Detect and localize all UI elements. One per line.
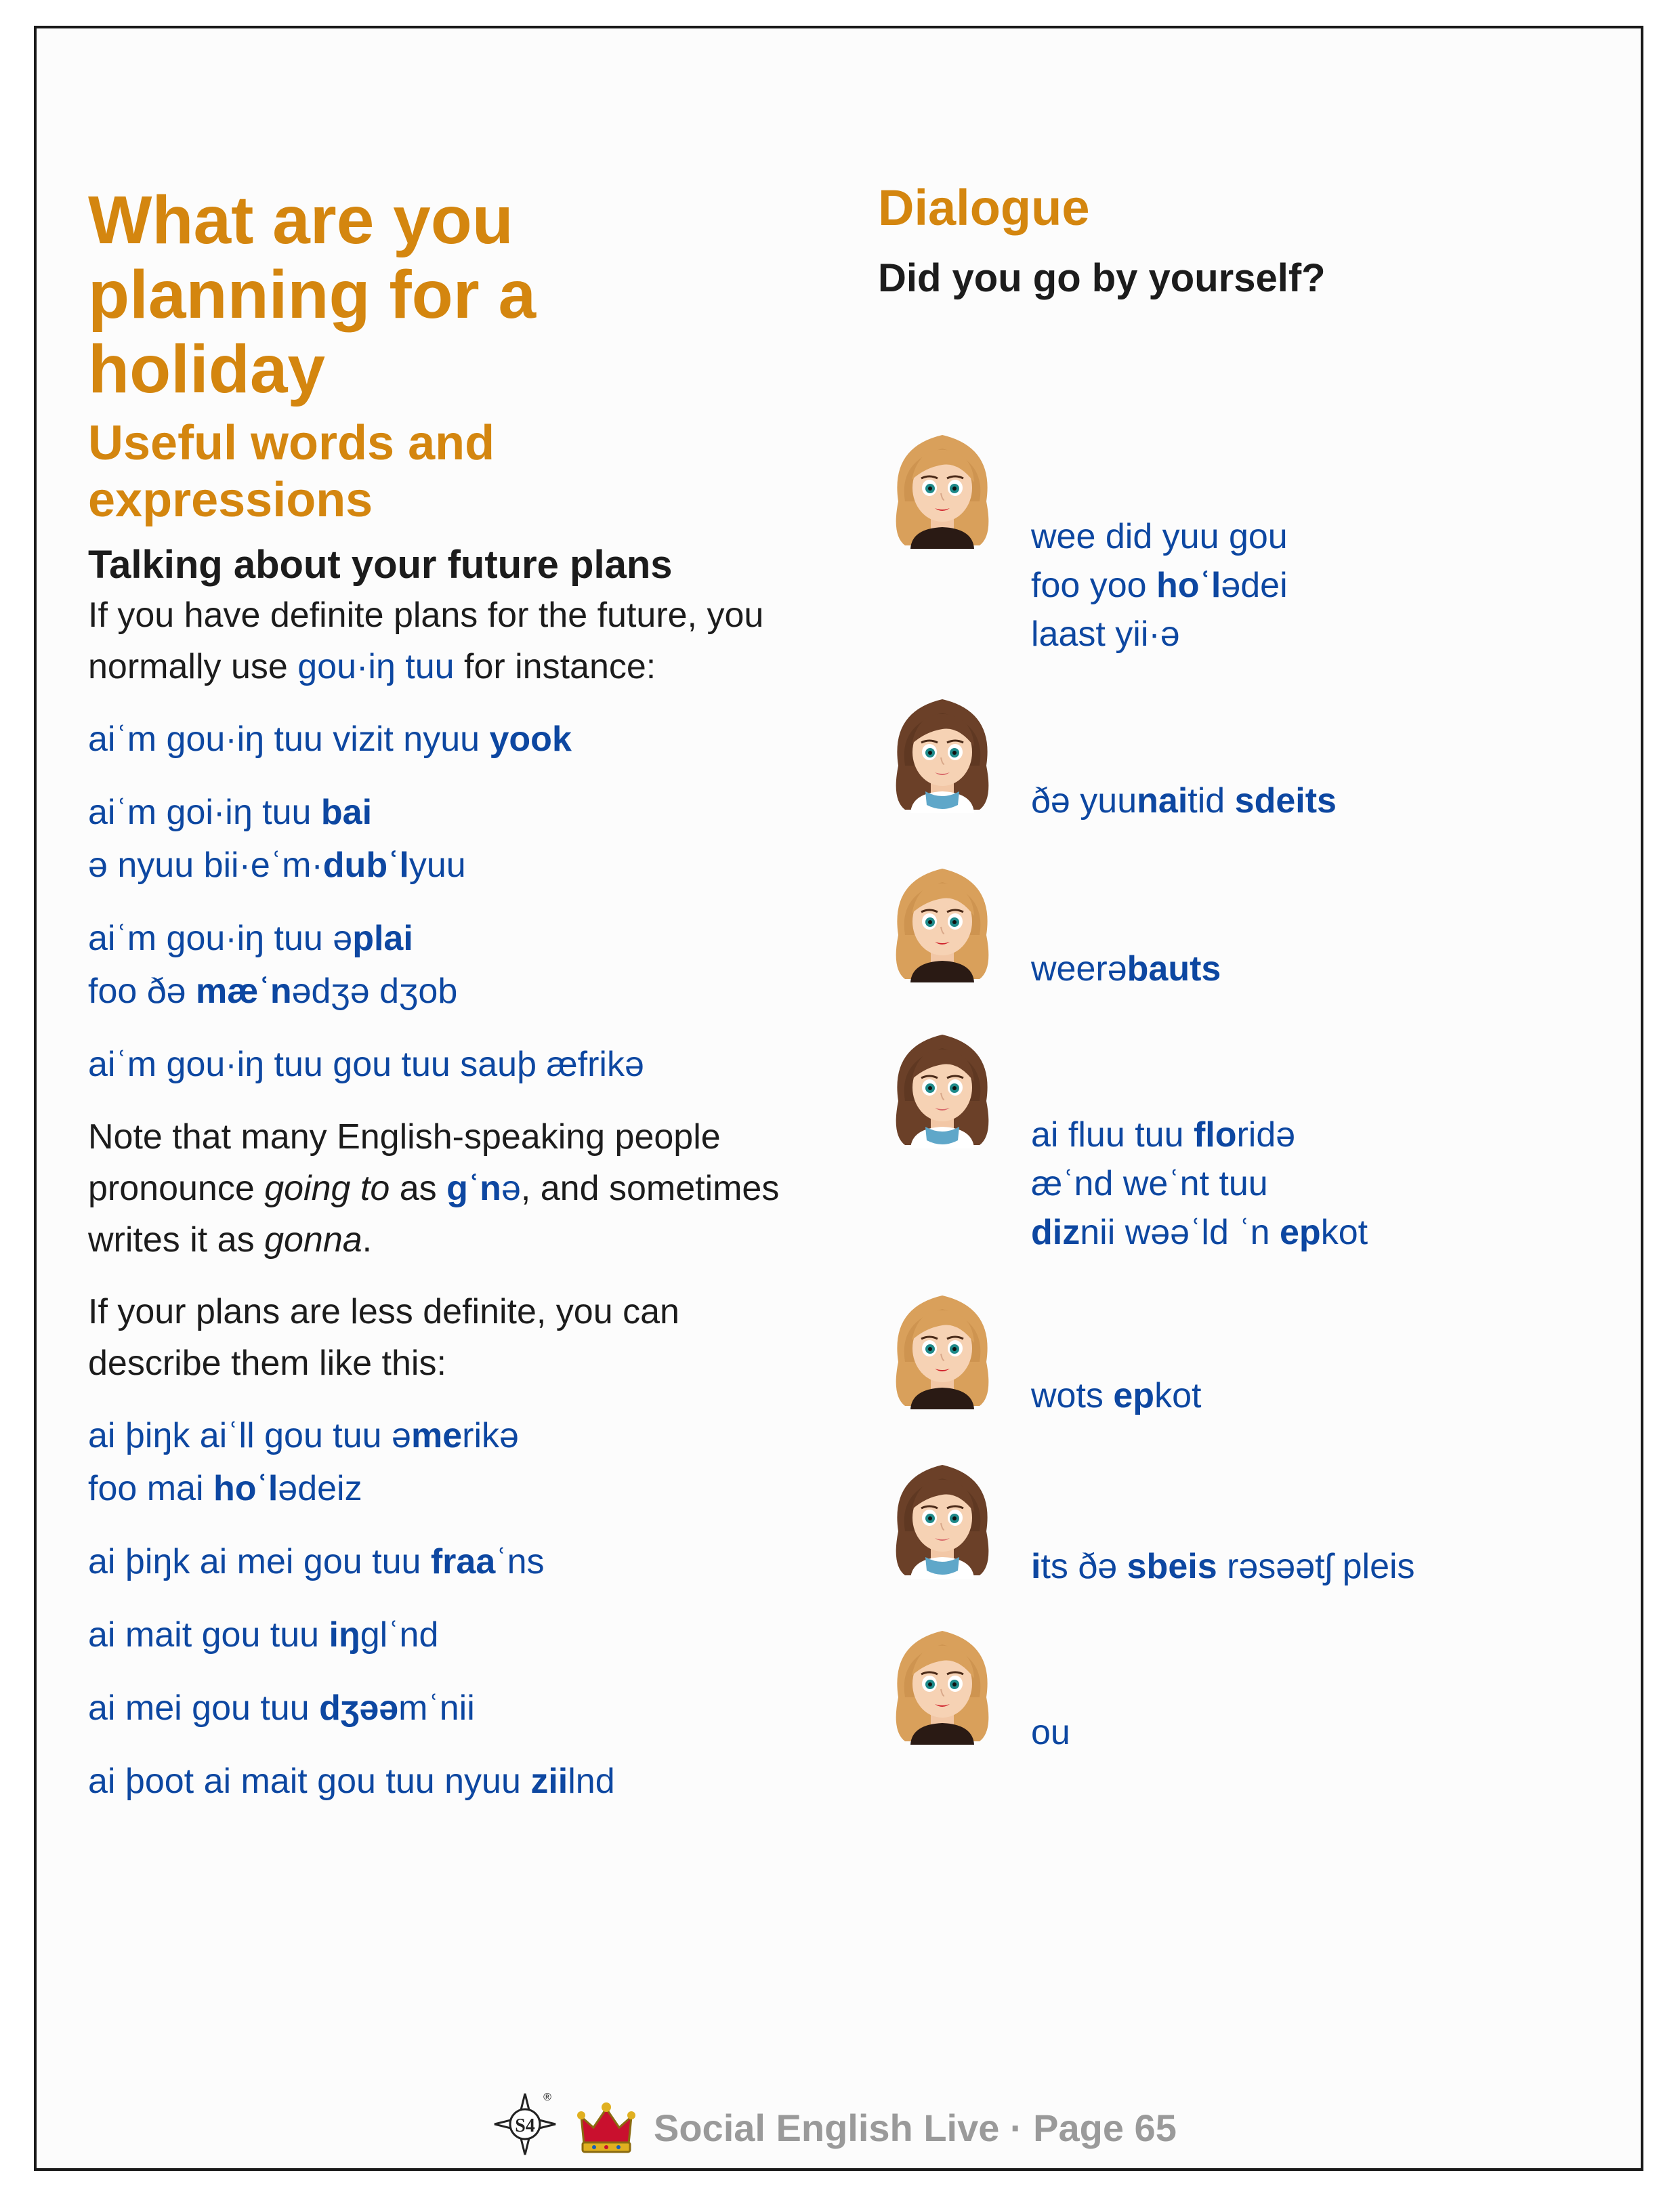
dialogue-text bbox=[1031, 776, 1337, 825]
dialogue-line: wots epkot bbox=[1031, 1376, 1202, 1415]
svg-text:S4: S4 bbox=[515, 2115, 535, 2136]
intro-term: gou·iŋ tuu bbox=[297, 647, 455, 686]
phrase-line: aiʿm goi·iŋ tuu bai bbox=[88, 793, 373, 832]
dialogue-text bbox=[1031, 1371, 1201, 1420]
dialogue-line: diznii wəəʿld ʿn epkot bbox=[1031, 1213, 1368, 1252]
note-paragraph: Note that many English-speaking people pronounce going to as gʿnə, and sometimes writes it as gonna. bbox=[88, 1117, 780, 1260]
brunette-woman-avatar bbox=[878, 1020, 1007, 1148]
dialogue-line: foo yoo hoʿlədei bbox=[1031, 566, 1288, 605]
sub-heading: Talking about your future plans bbox=[88, 543, 673, 587]
intro-paragraph bbox=[88, 589, 847, 692]
blonde-woman-avatar bbox=[878, 1281, 1007, 1409]
phrase-line: ai þoot ai mait gou tuu nyuu ziilnd bbox=[88, 1762, 615, 1801]
phrase-line: foo ðə mæʿnədʒə dʒob bbox=[88, 972, 458, 1011]
dialogue-line: ðə yuunaitid sdeits bbox=[1031, 781, 1337, 821]
phrase-line: ai þiŋk aiʿll gou tuu əmerikə bbox=[88, 1416, 519, 1455]
phrase-line: aiʿm gou·iŋ tuu əplai bbox=[88, 919, 413, 958]
dialogue-text bbox=[1031, 1542, 1415, 1591]
phrase-line: ai mait gou tuu iŋglʿnd bbox=[88, 1615, 439, 1655]
dialogue-line: its ðə sbeis rəsəətʃ pleis bbox=[1031, 1547, 1415, 1586]
dialogue-line: laast yii·ə bbox=[1031, 615, 1180, 654]
dialogue-question: Did you go by yourself? bbox=[878, 256, 1326, 300]
dialogue-line: æʿnd weʿnt tuu bbox=[1031, 1164, 1268, 1203]
page-title: What are you planning for a holiday bbox=[88, 182, 537, 407]
dialogue-line: wee did yuu gou bbox=[1031, 517, 1288, 556]
dialogue-line: ou bbox=[1031, 1713, 1070, 1752]
dialogue-line: weerəbauts bbox=[1031, 949, 1221, 989]
less-definite-paragraph: If your plans are less definite, you can describe them like this: bbox=[88, 1292, 679, 1383]
phrase-line: aiʿm gou·iŋ tuu gou tuu sauþ æfrikə bbox=[88, 1045, 644, 1084]
phrase-line: foo mai hoʿlədeiz bbox=[88, 1469, 362, 1508]
dialogue-title: Dialogue bbox=[878, 180, 1090, 236]
brunette-woman-avatar bbox=[878, 684, 1007, 813]
dialogue-area bbox=[878, 0, 1596, 2198]
blonde-woman-avatar bbox=[878, 420, 1007, 549]
section-title: Useful words and expressions bbox=[88, 416, 495, 527]
blonde-woman-avatar bbox=[878, 854, 1007, 982]
dialogue-text bbox=[1031, 512, 1288, 659]
crown-icon bbox=[576, 2098, 637, 2159]
footer-text: Social English Live · Page 65 bbox=[654, 2107, 1177, 2149]
phrase-line: ai þiŋk ai mei gou tuu fraaʿns bbox=[88, 1542, 545, 1581]
s4-logo-icon bbox=[488, 2087, 562, 2161]
phrase-line: ai mei gou tuu dʒəəmʿnii bbox=[88, 1688, 475, 1728]
dialogue-text bbox=[1031, 945, 1221, 993]
footer bbox=[488, 2087, 1233, 2161]
intro-text-2: for instance: bbox=[464, 647, 656, 686]
phrase-line: aiʿm gou·iŋ tuu vizit nyuu yook bbox=[88, 720, 572, 759]
svg-text:®: ® bbox=[543, 2092, 551, 2103]
intro-text-1: If you have definite plans for the future, you normally use bbox=[88, 596, 764, 686]
dialogue-line: ai fluu tuu floridə bbox=[1031, 1115, 1296, 1155]
dialogue-text bbox=[1031, 1111, 1368, 1257]
blonde-woman-avatar bbox=[878, 1616, 1007, 1745]
dialogue-text bbox=[1031, 1708, 1070, 1757]
left-column bbox=[88, 183, 854, 1808]
phrase-line: ə nyuu bii·eʿm·dubʿlyuu bbox=[88, 846, 466, 885]
brunette-woman-avatar bbox=[878, 1450, 1007, 1579]
